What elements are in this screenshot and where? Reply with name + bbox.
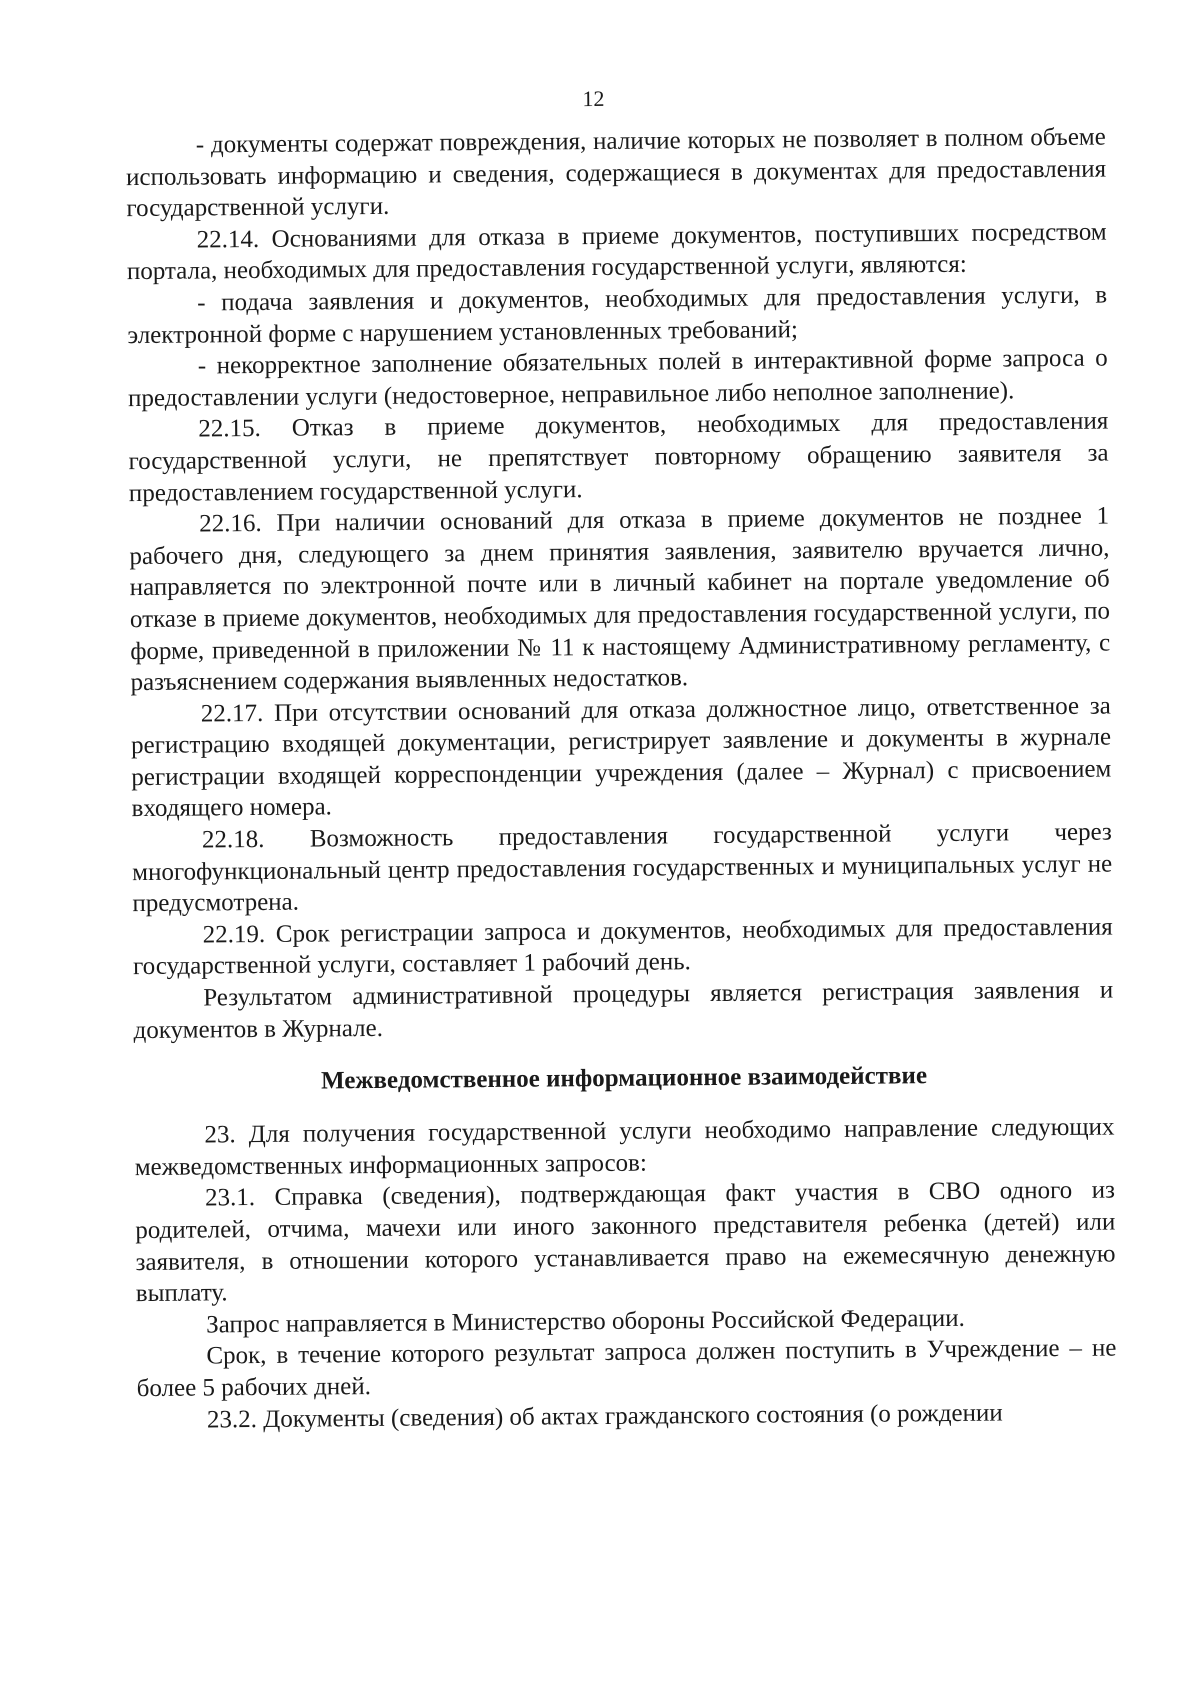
paragraph-23-2: 23.2. Документы (сведения) об актах гражданского состояния (о рождении: [206, 1399, 1003, 1434]
paragraph-procedure-result: Результатом административной процедуры является регистрация заявления и документов в Журнале.: [133, 976, 1114, 1044]
paragraph-damaged-documents: - документы содержат повреждения, наличие которых не позволяет в полном объеме использовать информацию и сведения, содержащиеся в документах для предоставления государственной услуги.: [125, 123, 1107, 223]
paragraph-23-1: 23.1. Справка (сведения), подтверждающая факт участия в СВО одного из родителей, отчима, мачехи или иного законного представителя ребенка (детей) или заявителя, в отношении которого устанавливается право на ежемесячную денежную выплату.: [135, 1176, 1116, 1308]
paragraph-22-19: 22.19. Срок регистрации запроса и документов, необходимых для предоставления государственной услуги, составляет 1 рабочий день.: [132, 913, 1113, 981]
paragraph-22-18: 22.18. Возможность предоставления государственной услуги через многофункциональный центр предоставления государственных и муниципальных услуг не предусмотрена.: [132, 818, 1113, 918]
paragraph-request-deadline: Срок, в течение которого результат запроса должен поступить в Учреждение – не более 5 рабочих дней.: [136, 1334, 1117, 1403]
paragraph-electronic-submission: - подача заявления и документов, необходимых для предоставления услуги, в электронной форме с нарушением установленных требований;: [127, 281, 1108, 349]
paragraph-incorrect-filling: - некорректное заполнение обязательных полей в интерактивной форме запроса о предоставлении услуги (недостоверное, неправильное либо неполное заполнение).: [127, 344, 1108, 412]
paragraph-23: 23. Для получения государственной услуги необходимо направление следующих межведомственных информационных запросов:: [134, 1113, 1115, 1181]
paragraph-request-destination: Запрос направляется в Министерство обороны Российской Федерации.: [206, 1304, 965, 1339]
paragraph-22-16: 22.16. При наличии оснований для отказа в приеме документов не позднее 1 рабочего дня, следующего за днем принятия заявления, заявителю вручается лично, направляется по электронной почте или в личный кабинет на портале уведомление об отказе в приеме документов, необходимых для предоставления государственной услуги, по форме, приведенной в приложении № 11 к настоящему Административному регламенту, с разъяснением содержания выявленных недостатков.: [129, 502, 1111, 697]
paragraph-22-15: 22.15. Отказ в приеме документов, необходимых для предоставления государственной услуги, не препятствует повторному обращению заявителя за предоставлением государственной услуги.: [128, 407, 1109, 507]
paragraph-22-14: 22.14. Основаниями для отказа в приеме документов, поступивших посредством портала, необходимых для предоставления государственной услуги, являются:: [126, 218, 1107, 286]
paragraph-22-17: 22.17. При отсутствии оснований для отказа должностное лицо, ответственное за регистрацию входящей документации, регистрирует заявление и документы в журнале регистрации входящей корреспонденции учреждения (далее – Журнал) с присвоением входящего номера.: [130, 692, 1112, 823]
document-body: [126, 122, 1117, 1437]
page-number: 12: [582, 85, 605, 112]
section-heading: Межведомственное информационное взаимодействие: [320, 1062, 928, 1095]
